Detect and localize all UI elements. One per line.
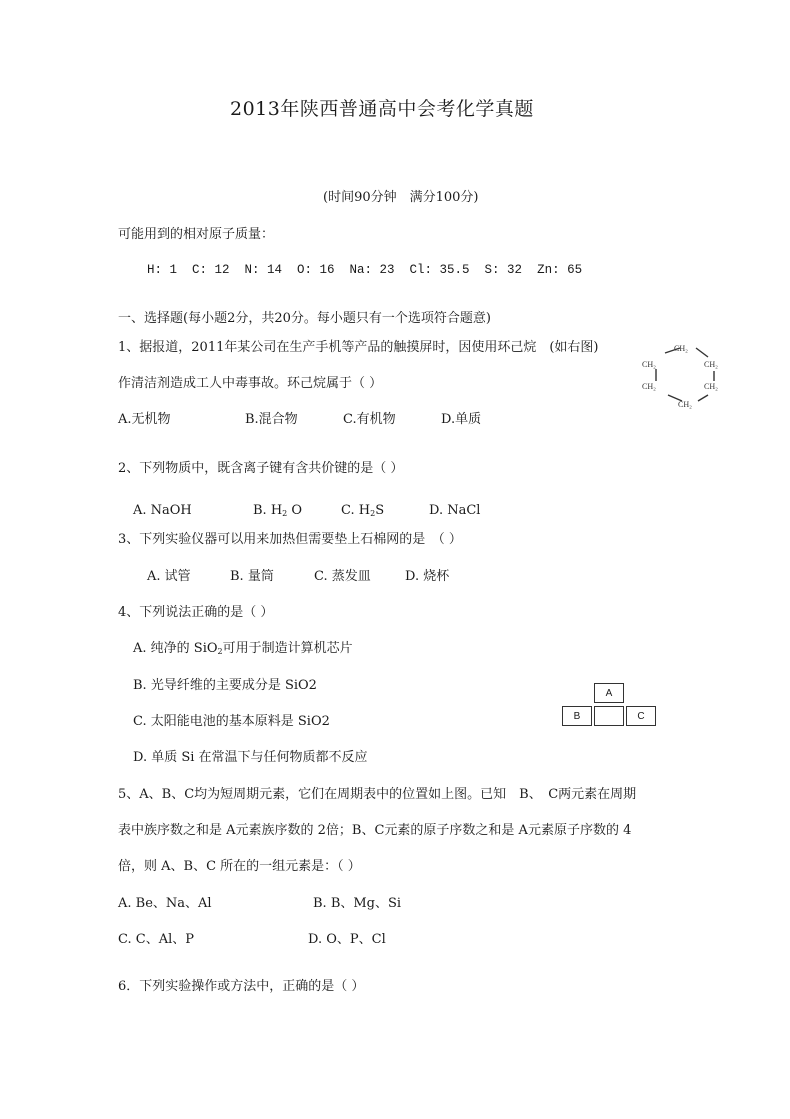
q4-option-c: C. 太阳能电池的基本原料是 SiO2 xyxy=(133,714,330,729)
atomic-mass-label: 可能用到的相对原子质量： xyxy=(118,227,275,242)
q2-option-b: B. $H_2$ O xyxy=(253,503,303,518)
q3-option-a: A. 试管 xyxy=(147,569,191,584)
q5-stem-line3: 倍，则 A、B、C 所在的一组元素是：（ ） xyxy=(118,859,361,874)
atomic-mass-values: H: 1 C: 12 N: 14 O: 16 Na: 23 Cl: 35.5 S: 32 Zn: 65 xyxy=(147,263,583,277)
q5-option-a: A. Be、Na、Al xyxy=(118,896,212,911)
q2-option-a: A. NaOH xyxy=(133,503,192,518)
q1-option-a: A.无机物 xyxy=(118,412,171,427)
q1-option-b: B.混合物 xyxy=(245,412,298,427)
q1-stem-line1: 1、据报道，2011年某公司在生产手机等产品的触摸屏时，因使用环己烷 (如右图) xyxy=(118,340,599,355)
q5-stem-line1: 5、A、B、C均为短周期元素，它们在周期表中的位置如上图。已知 B、 C两元素在周期 xyxy=(118,787,637,802)
cell-c: C xyxy=(626,706,656,726)
q4-option-b: B. 光导纤维的主要成分是 SiO2 xyxy=(133,678,317,693)
ring-label: CH₂ xyxy=(674,344,688,353)
page-title: 2013年陕西普通高中会考化学真题 xyxy=(230,98,534,120)
cell-a: A xyxy=(594,683,624,703)
q4-option-d: D. 单质 Si 在常温下与任何物质都不反应 xyxy=(133,750,368,765)
q2-option-c: C. $H_2S$ xyxy=(341,503,385,518)
q6-stem: 6．下列实验操作或方法中，正确的是（ ） xyxy=(118,979,365,994)
q2-option-d: D. NaCl xyxy=(429,503,481,518)
ring-label: CH₂ xyxy=(678,400,692,409)
ring-label: CH₂ xyxy=(642,360,656,369)
q2-stem: 2、下列物质中，既含离子键有含共价键的是（ ） xyxy=(118,461,404,476)
cell-empty xyxy=(594,706,624,726)
q1-option-c: C.有机物 xyxy=(343,412,396,427)
q5-option-c: C. C、Al、P xyxy=(118,932,194,947)
q5-option-b: B. B、Mg、Si xyxy=(313,896,402,911)
cyclohexane-figure xyxy=(640,337,730,412)
ring-label: CH₂ xyxy=(704,382,718,391)
q1-stem-line2: 作清洁剂造成工人中毒事故。环己烷属于（ ） xyxy=(118,376,383,391)
q4-option-a: A. 纯净的 SiO$_2$可用于制造计算机芯片 xyxy=(133,641,353,656)
q4-stem: 4、下列说法正确的是（ ） xyxy=(118,605,274,620)
q3-option-b: B. 量筒 xyxy=(230,569,274,584)
q1-option-d: D.单质 xyxy=(441,412,482,427)
q5-stem-line2: 表中族序数之和是 A元素族序数的 2倍；B、C元素的原子序数之和是 A元素原子序数的 4 xyxy=(118,823,632,838)
q3-stem: 3、下列实验仪器可以用来加热但需要垫上石棉网的是 （ ） xyxy=(118,532,462,547)
ring-label: CH₂ xyxy=(642,382,656,391)
section-heading: 一、选择题(每小题2分，共20分。每小题只有一个选项符合题意) xyxy=(118,311,491,326)
ring-label: CH₂ xyxy=(704,360,718,369)
q5-option-d: D. O、P、Cl xyxy=(308,932,386,947)
q3-option-d: D. 烧杯 xyxy=(405,569,450,584)
cell-b: B xyxy=(562,706,592,726)
time-info: (时间90分钟 满分100分) xyxy=(323,190,479,205)
q3-option-c: C. 蒸发皿 xyxy=(314,569,371,584)
